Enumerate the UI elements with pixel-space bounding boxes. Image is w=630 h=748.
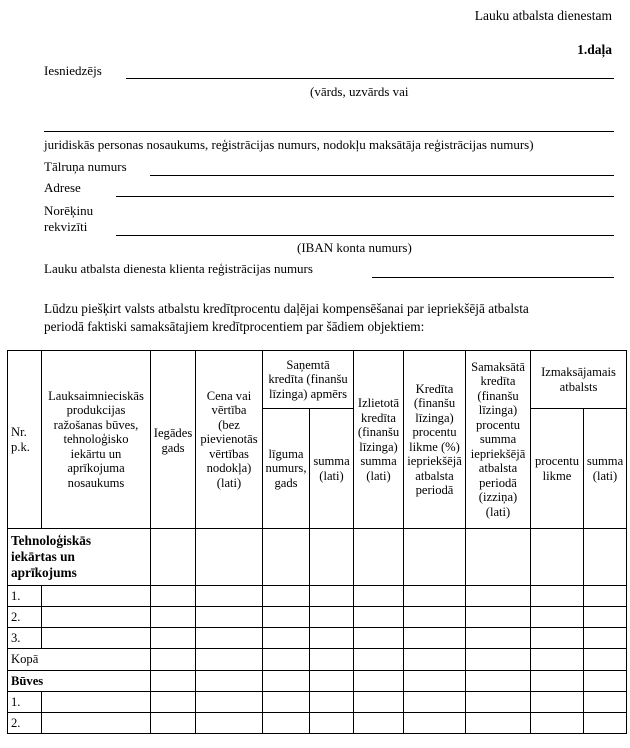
applicant-name-line[interactable]: [126, 78, 614, 79]
table-section-row: [8, 529, 627, 586]
col-price-header: Cena vai vērtība (bez pievienotās vērtības nodokļa) (lati): [196, 351, 263, 529]
table-row[interactable]: [8, 586, 627, 607]
recipient-institution: Lauku atbalsta dienestam: [474, 8, 612, 23]
table-row[interactable]: [8, 628, 627, 649]
table-row[interactable]: [8, 692, 627, 713]
phone-field[interactable]: [150, 175, 614, 176]
applicant-caption-1: (vārds, uzvārds vai: [310, 84, 409, 99]
total-label: Kopā: [8, 649, 151, 671]
table-section-row: [8, 671, 627, 692]
section-equipment: Tehnoloģiskās iekārtas un aprīkojums: [8, 529, 151, 586]
address-field[interactable]: [116, 196, 614, 197]
col-used-header: Izlietotā kredīta (finanšu līzinga) summa (lati): [354, 351, 404, 529]
client-reg-label: Lauku atbalsta dienesta klienta reģistrācijas numurs: [44, 261, 313, 276]
col-paid-header: Samaksātā kredīta (finanšu līzinga) procentu summa iepriekšējā atbalsta periodā (izziņa) (lati): [466, 351, 531, 529]
col-rate-header: Kredīta (finanšu līzinga) procentu likme (%) iepriekšējā atbalsta periodā: [404, 351, 466, 529]
sub-payable-sum-header: summa (lati): [584, 409, 627, 529]
iban-field[interactable]: [116, 235, 614, 236]
iban-caption: (IBAN konta numurs): [297, 240, 412, 255]
phone-label: Tālruņa numurs: [44, 159, 127, 174]
sub-contract-header: līguma numurs, gads: [263, 409, 310, 529]
applicant-details-line[interactable]: [44, 131, 614, 132]
request-text-2: periodā faktiski samaksātajiem kredītprocentiem par šādiem objektiem:: [44, 319, 425, 334]
request-text-1: Lūdzu piešķirt valsts atbalstu kredītprocentu daļējai kompensēšanai par iepriekšējā atbalsta: [44, 301, 529, 316]
applicant-caption-2: juridiskās personas nosaukums, reģistrācijas numurs, nodokļu maksātāja reģistrācijas numurs): [44, 137, 534, 152]
section-buildings: Būves: [8, 671, 151, 692]
client-reg-field[interactable]: [372, 277, 614, 278]
table-total-row[interactable]: [8, 649, 627, 671]
address-label: Adrese: [44, 180, 81, 195]
objects-table: [7, 350, 627, 734]
sub-received-sum-header: summa (lati): [310, 409, 354, 529]
col-year-header: Iegādes gads: [151, 351, 196, 529]
col-name-header: Lauksaimnieciskās produkcijas ražošanas būves, tehnoloģisko iekārtu un aprīkojuma nosaukums: [42, 351, 151, 529]
table-row[interactable]: [8, 607, 627, 628]
row-number: 2.: [8, 607, 42, 628]
row-number: 3.: [8, 628, 42, 649]
bank-label-1: Norēķinu: [44, 203, 94, 218]
table-row[interactable]: [8, 713, 627, 734]
col-received-header: Saņemtā kredīta (finanšu līzinga) apmērs: [263, 351, 354, 409]
sub-payable-rate-header: procentu likme: [531, 409, 584, 529]
col-payable-header: Izmaksājamais atbalsts: [531, 351, 627, 409]
row-number: 1.: [8, 692, 42, 713]
row-number: 2.: [8, 713, 42, 734]
col-nr-header: Nr. p.k.: [8, 351, 42, 529]
bank-label-2: rekvizīti: [44, 219, 88, 234]
part-number: 1.daļa: [577, 42, 612, 57]
applicant-label: Iesniedzējs: [44, 63, 102, 78]
row-number: 1.: [8, 586, 42, 607]
